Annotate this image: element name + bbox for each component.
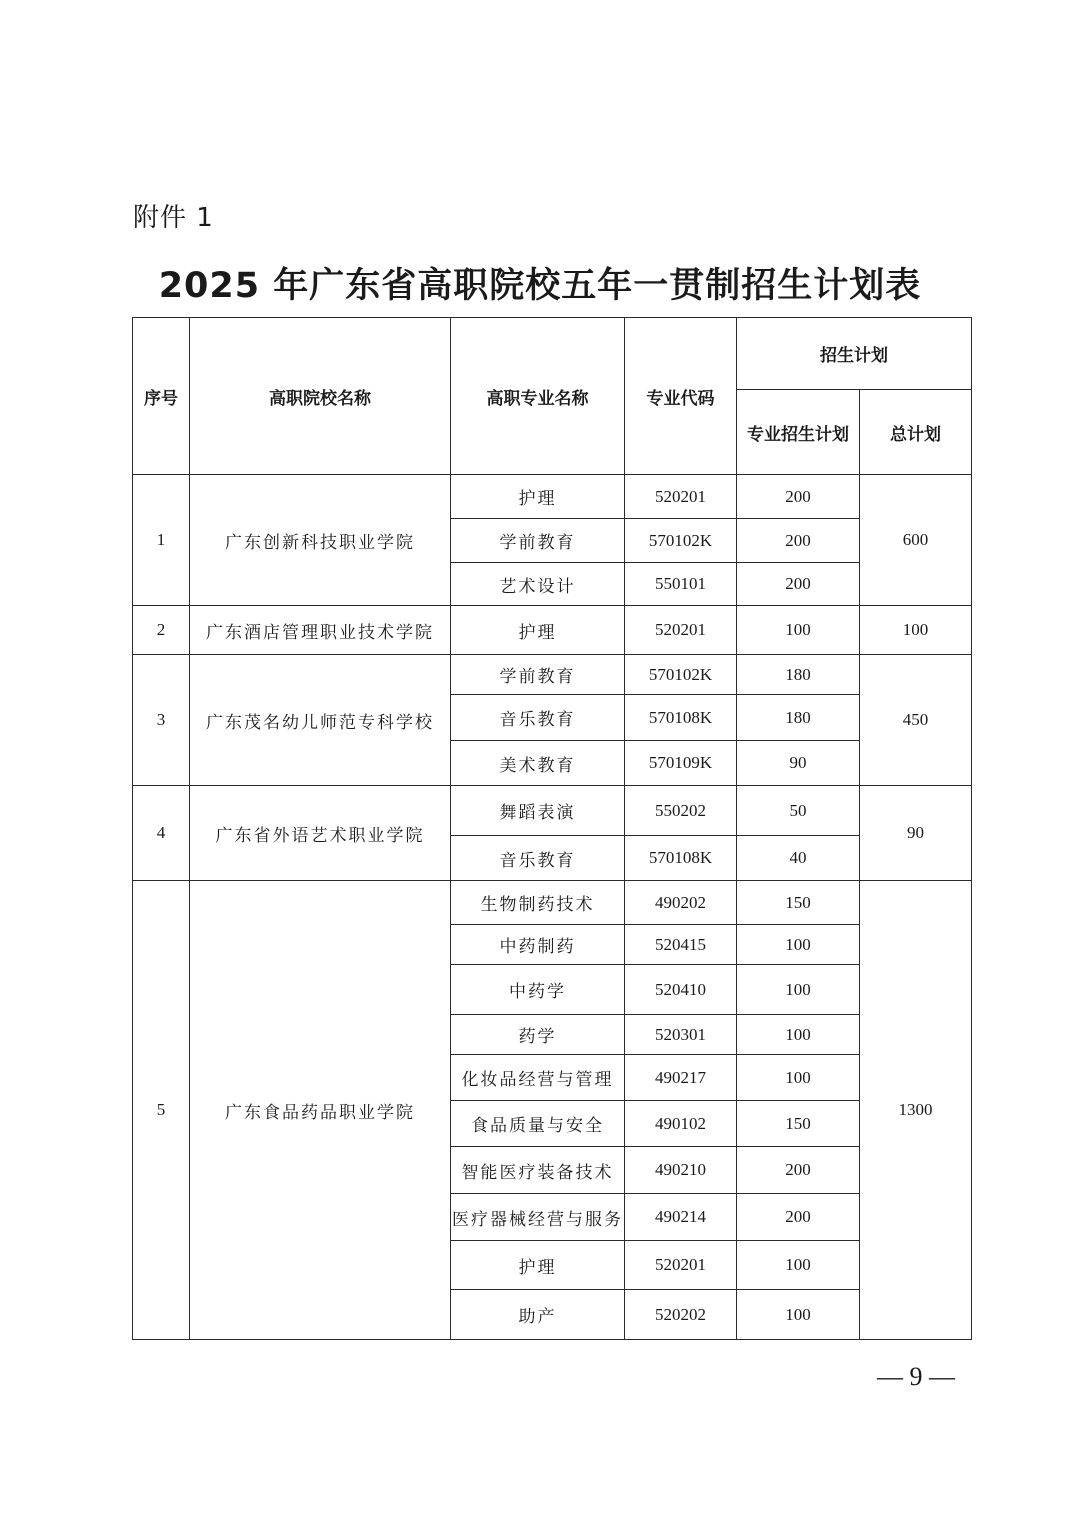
major-code-cell: 550202 [625,786,737,836]
major-code-cell: 570102K [625,655,737,695]
table-row [133,881,972,925]
total-plan-cell: 600 [860,475,972,606]
major-name-cell: 舞蹈表演 [451,786,625,836]
major-name-cell: 食品质量与安全 [451,1101,625,1147]
major-plan-cell: 150 [737,1101,860,1147]
table-row [133,475,972,519]
major-plan-cell: 200 [737,563,860,606]
attachment-label: 附件 1 [133,203,214,233]
major-name-cell: 中药学 [451,965,625,1015]
major-name-cell: 助产 [451,1290,625,1340]
major-code-cell: 520201 [625,1241,737,1290]
major-name-cell: 护理 [451,475,625,519]
major-plan-cell: 90 [737,741,860,786]
major-code-cell: 520301 [625,1015,737,1055]
major-code-cell: 570109K [625,741,737,786]
major-plan-cell: 50 [737,786,860,836]
major-name-cell: 生物制药技术 [451,881,625,925]
major-plan-cell: 100 [737,965,860,1015]
header-school: 高职院校名称 [190,318,451,475]
major-plan-cell: 200 [737,1147,860,1194]
school-name-cell: 广东创新科技职业学院 [190,475,451,606]
school-name-cell: 广东省外语艺术职业学院 [190,786,451,881]
header-code: 专业代码 [625,318,737,475]
major-code-cell: 520201 [625,606,737,655]
major-name-cell: 音乐教育 [451,836,625,881]
major-name-cell: 护理 [451,606,625,655]
school-name-cell: 广东酒店管理职业技术学院 [190,606,451,655]
major-code-cell: 520410 [625,965,737,1015]
table-body [133,475,972,1340]
major-name-cell: 中药制药 [451,925,625,965]
major-plan-cell: 100 [737,925,860,965]
major-plan-cell: 100 [737,1241,860,1290]
header-major: 高职专业名称 [451,318,625,475]
page-number: — 9 — [877,1362,955,1391]
major-name-cell: 医疗器械经营与服务 [451,1194,625,1241]
major-plan-cell: 100 [737,606,860,655]
major-name-cell: 护理 [451,1241,625,1290]
major-code-cell: 520202 [625,1290,737,1340]
major-code-cell: 520415 [625,925,737,965]
major-plan-cell: 100 [737,1055,860,1101]
major-code-cell: 570108K [625,695,737,741]
major-code-cell: 490210 [625,1147,737,1194]
major-code-cell: 490202 [625,881,737,925]
seq-cell: 1 [133,475,190,606]
major-code-cell: 490102 [625,1101,737,1147]
major-plan-cell: 150 [737,881,860,925]
table-row [133,786,972,836]
total-plan-cell: 100 [860,606,972,655]
major-code-cell: 520201 [625,475,737,519]
major-code-cell: 570102K [625,519,737,563]
total-plan-cell: 90 [860,786,972,881]
table-header [133,318,972,475]
major-name-cell: 音乐教育 [451,695,625,741]
major-plan-cell: 200 [737,1194,860,1241]
school-name-cell: 广东茂名幼儿师范专科学校 [190,655,451,786]
total-plan-cell: 450 [860,655,972,786]
major-name-cell: 化妆品经营与管理 [451,1055,625,1101]
document-title: 2025 年广东省高职院校五年一贯制招生计划表 [158,266,922,306]
seq-cell: 5 [133,881,190,1340]
header-seq: 序号 [133,318,190,475]
major-name-cell: 学前教育 [451,519,625,563]
major-plan-cell: 200 [737,519,860,563]
seq-cell: 3 [133,655,190,786]
enrollment-plan-table [132,317,972,1340]
header-total-plan: 总计划 [860,390,972,475]
major-plan-cell: 180 [737,655,860,695]
total-plan-cell: 1300 [860,881,972,1340]
table-row [133,655,972,695]
seq-cell: 4 [133,786,190,881]
major-name-cell: 艺术设计 [451,563,625,606]
major-plan-cell: 40 [737,836,860,881]
major-plan-cell: 200 [737,475,860,519]
major-code-cell: 490214 [625,1194,737,1241]
major-name-cell: 智能医疗装备技术 [451,1147,625,1194]
major-name-cell: 药学 [451,1015,625,1055]
major-code-cell: 550101 [625,563,737,606]
header-plan-group: 招生计划 [737,318,972,390]
major-plan-cell: 180 [737,695,860,741]
major-name-cell: 学前教育 [451,655,625,695]
major-plan-cell: 100 [737,1290,860,1340]
major-code-cell: 490217 [625,1055,737,1101]
school-name-cell: 广东食品药品职业学院 [190,881,451,1340]
major-plan-cell: 100 [737,1015,860,1055]
seq-cell: 2 [133,606,190,655]
major-code-cell: 570108K [625,836,737,881]
major-name-cell: 美术教育 [451,741,625,786]
header-major-plan: 专业招生计划 [737,390,860,475]
table-row [133,606,972,655]
